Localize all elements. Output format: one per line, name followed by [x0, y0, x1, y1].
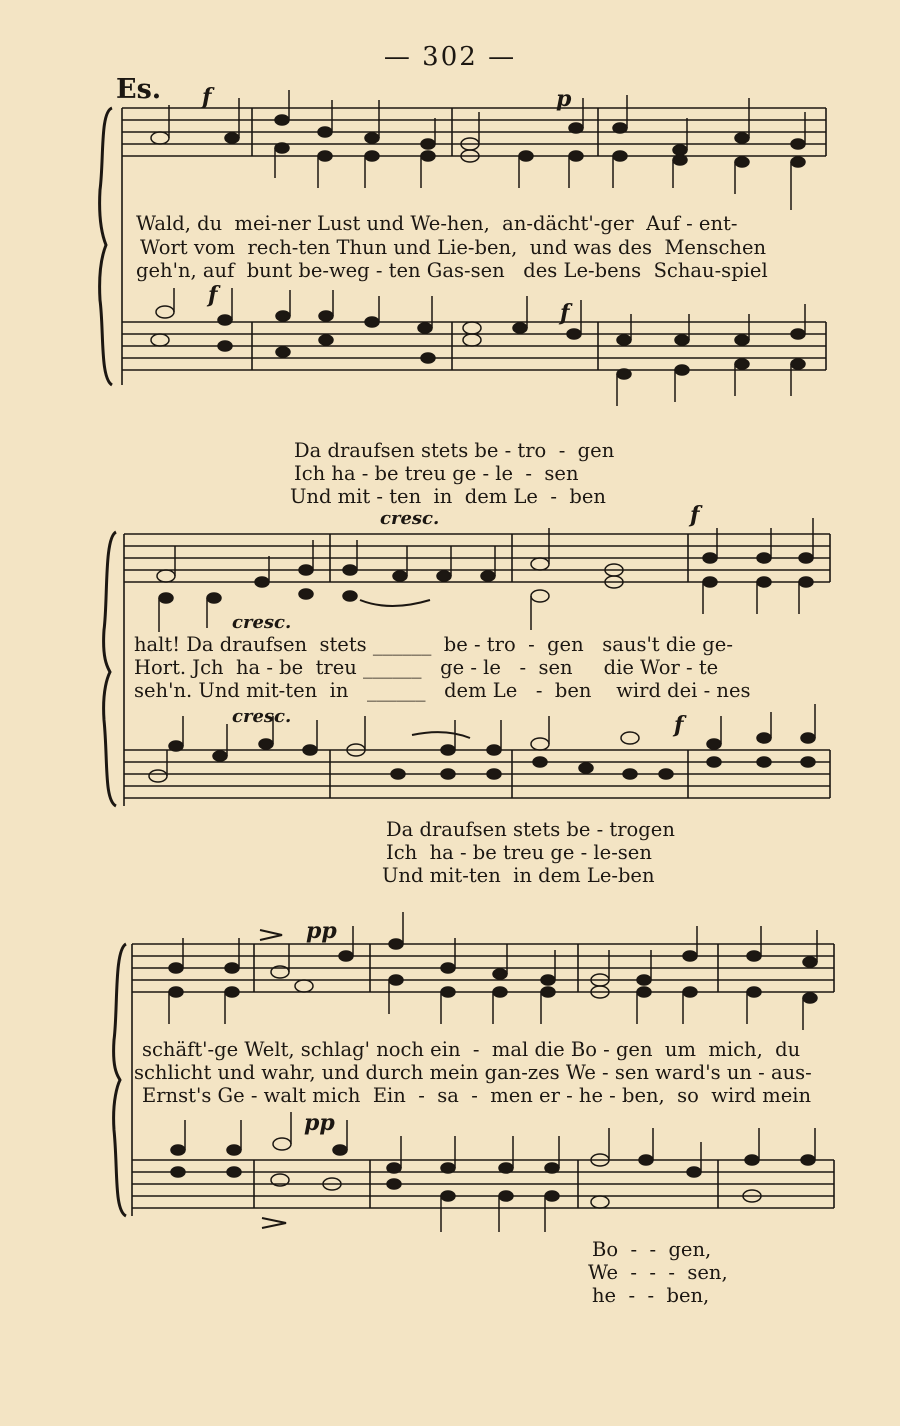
brace-icon	[114, 944, 126, 1216]
echo-line: Ich ha - be treu ge - le - sen	[294, 462, 579, 485]
lyric-line: Ernst's Ge - walt mich Ein - sa - men er - he - ben, so wird mein	[142, 1084, 812, 1107]
echo-line: Ich ha - be treu ge - le-sen	[386, 841, 652, 864]
lyric-line: Wort vom rech-ten Thun und Lie-ben, und was des Menschen	[140, 236, 767, 259]
echo-line: Da draufsen stets be - tro - gen	[294, 439, 615, 462]
lyric-line: schäft'-ge Welt, schlag' noch ein - mal die Bo - gen um mich, du	[142, 1038, 801, 1061]
key-mark: Es.	[116, 74, 162, 105]
page-number: — 302 —	[383, 42, 517, 72]
lyric-line: halt! Da draufsen stets ______ be - tro - gen saus't die ge-	[134, 633, 733, 656]
cresc-mark: cresc.	[232, 706, 292, 727]
lyric-line: Wald, du mei-ner Lust und We-hen, an-dächt'-ger Auf - ent-	[136, 212, 738, 235]
lyric-line: Hort. Jch ha - be treu ______ ge - le - sen die Wor - te	[134, 656, 719, 679]
echo-line: Und mit - ten in dem Le - ben	[290, 485, 606, 508]
cresc-mark: cresc.	[380, 508, 440, 529]
echo-line: We - - - sen,	[588, 1261, 728, 1284]
echo-line: he - - ben,	[592, 1284, 710, 1307]
dynamic-mark: f	[674, 712, 684, 738]
dynamic-mark: pp	[304, 1110, 335, 1136]
dynamic-mark: f	[690, 502, 700, 528]
lyric-line: geh'n, auf bunt be-weg - ten Gas-sen des Le-bens Schau-spiel	[136, 259, 768, 282]
lyric-line: schlicht und wahr, und durch mein gan-zes We - sen ward's un - aus-	[134, 1061, 812, 1084]
dynamic-mark: f	[208, 282, 218, 308]
lyric-line: seh'n. Und mit-ten in ______ dem Le - ben wird dei - nes	[134, 679, 751, 702]
echo-line: Und mit-ten in dem Le-ben	[382, 864, 655, 887]
echo-line: Bo - - gen,	[592, 1238, 712, 1261]
dynamic-mark: f	[560, 300, 570, 326]
echo-line: Da draufsen stets be - trogen	[386, 818, 675, 841]
dynamic-mark: p	[556, 86, 572, 112]
dynamic-mark: f	[202, 84, 212, 110]
dynamic-mark: pp	[306, 918, 337, 944]
cresc-mark: cresc.	[232, 612, 292, 633]
